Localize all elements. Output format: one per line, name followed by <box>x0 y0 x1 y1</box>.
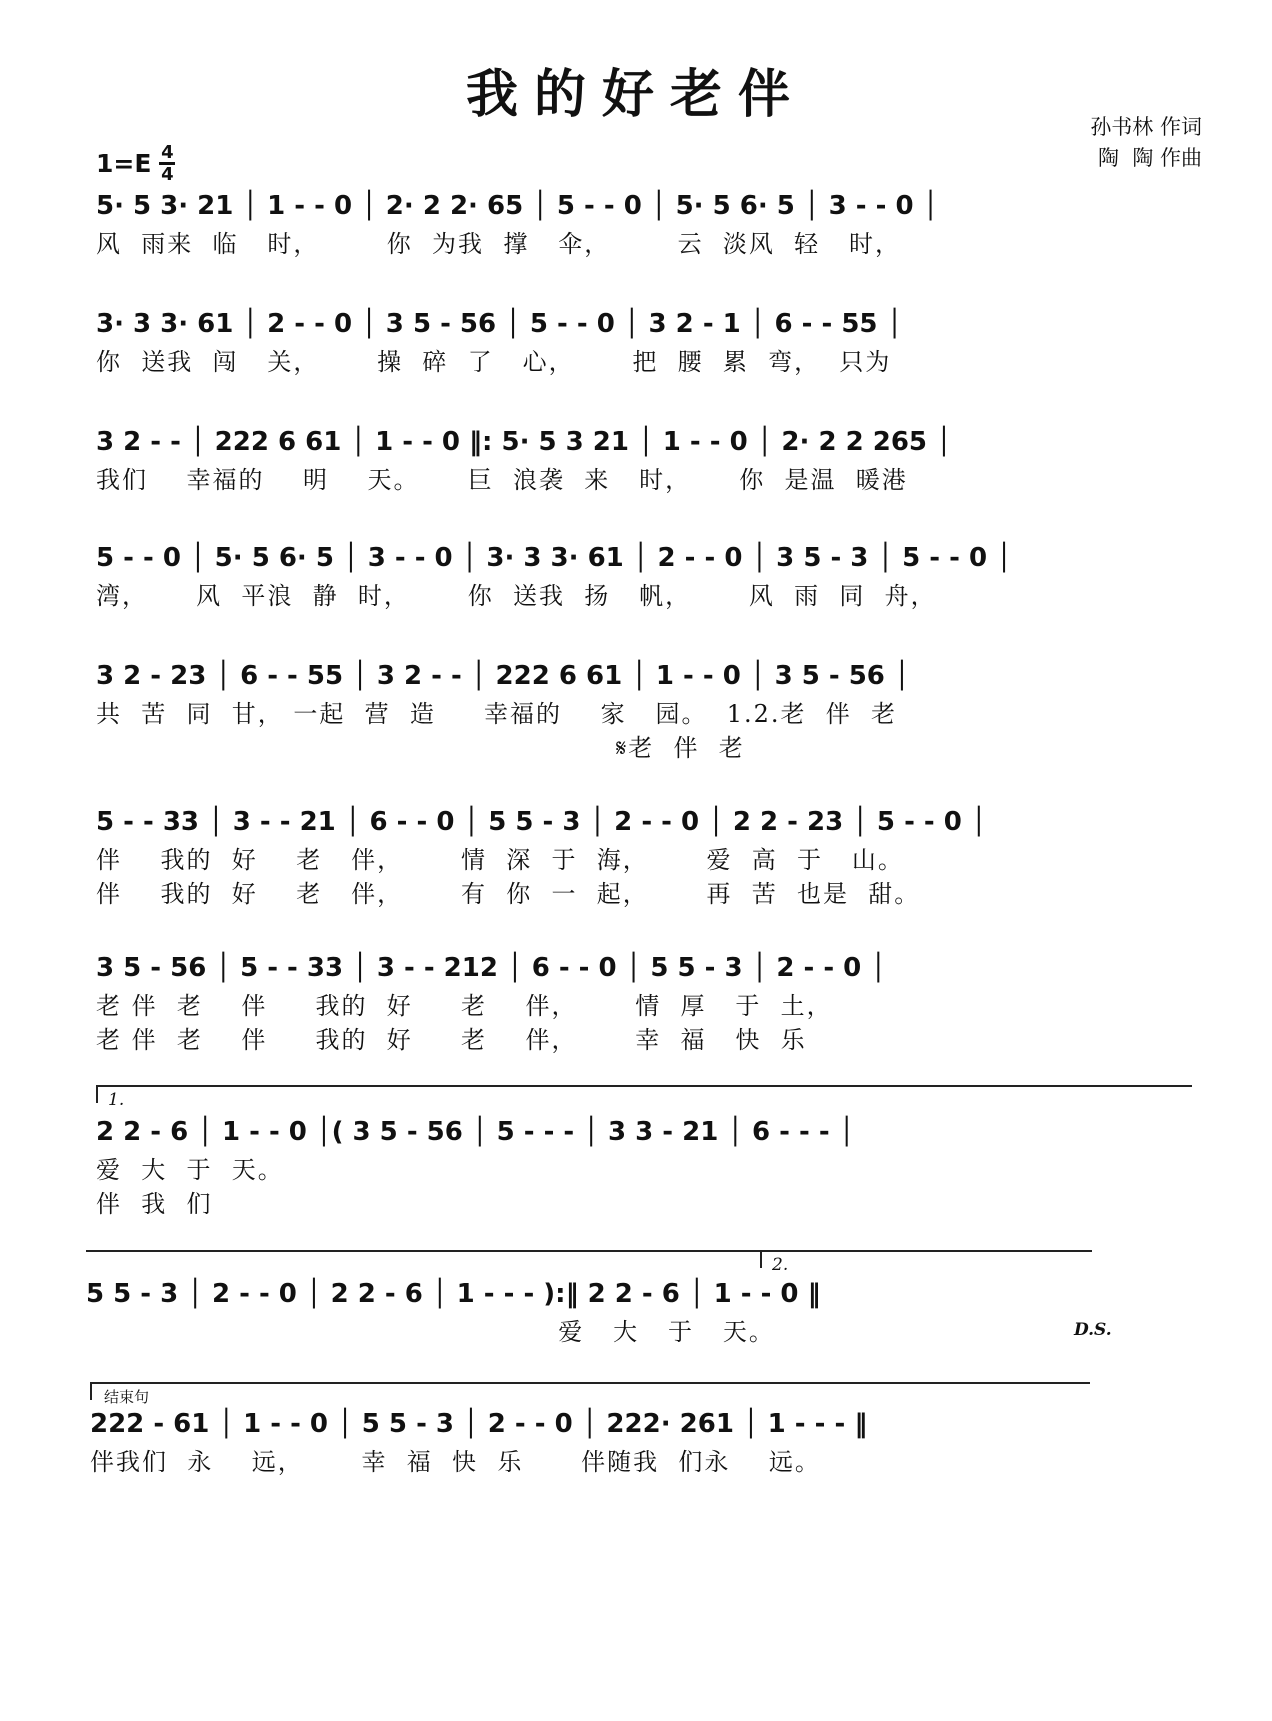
lyric-line: 我们 幸福的 明 天。 巨 浪袭 来 时， 你 是温 暖港 <box>96 466 908 494</box>
notation-line: 3 2 - - │ 222 6 61 │ 1 - - 0 ‖: 5· 5 3 21 │ 1 - - 0 │ 2· 2 2 265 │ <box>96 427 952 457</box>
volta-1-bracket <box>96 1085 98 1103</box>
lyric-line: 风 雨来 临 时， 你 为我 撑 伞， 云 淡风 轻 时， <box>96 230 902 258</box>
key-signature <box>96 144 175 183</box>
lyric-line: 𝄋老 伴 老 <box>96 734 745 762</box>
time-bottom: 4 <box>161 164 174 185</box>
volta-2-label: 2. <box>772 1255 789 1275</box>
lyric-line: 你 送我 闯 关， 操 碎 了 心， 把 腰 累 弯， 只为 <box>96 348 892 376</box>
notation-line: 3 5 - 56 │ 5 - - 33 │ 3 - - 212 │ 6 - - 0 │ 5 5 - 3 │ 2 - - 0 │ <box>96 953 886 983</box>
key-label: 1=E <box>96 149 152 178</box>
lyric-line: 湾， 风 平浪 静 时， 你 送我 扬 帆， 风 雨 同 舟， <box>96 582 937 610</box>
volta-2-bracket <box>760 1250 762 1268</box>
volta-2-line <box>86 1250 1092 1252</box>
notation-line: 222 - 61 │ 1 - - 0 │ 5 5 - 3 │ 2 - - 0 │ 222· 261 │ 1 - - - ‖ <box>90 1409 868 1439</box>
lyric-line: 老 伴 老 伴 我的 好 老 伴， 情 厚 于 土， <box>96 992 833 1020</box>
lyric-line: 爱 大 于 天。 <box>96 1318 775 1346</box>
notation-line: 5 - - 33 │ 3 - - 21 │ 6 - - 0 │ 5 5 - 3 │ 2 - - 0 │ 2 2 - 23 │ 5 - - 0 │ <box>96 807 987 837</box>
notation-line: 5 - - 0 │ 5· 5 6· 5 │ 3 - - 0 │ 3· 3 3· 61 │ 2 - - 0 │ 3 5 - 3 │ 5 - - 0 │ <box>96 543 1012 573</box>
lyric-line: 伴 我 们 <box>96 1190 213 1218</box>
notation-line: 3 2 - 23 │ 6 - - 55 │ 3 2 - - │ 222 6 61 │ 1 - - 0 │ 3 5 - 56 │ <box>96 661 910 691</box>
ending-label: 结束句 <box>104 1388 150 1406</box>
lyric-line: 共 苦 同 甘， 一起 营 造 幸福的 家 园。 1.2.老 伴 老 <box>96 700 898 728</box>
song-title: 我的好老伴 <box>465 64 806 125</box>
notation-line: 5· 5 3· 21 │ 1 - - 0 │ 2· 2 2· 65 │ 5 - - 0 │ 5· 5 6· 5 │ 3 - - 0 │ <box>96 191 939 221</box>
ending-line <box>90 1382 1090 1384</box>
notation-line: 3· 3 3· 61 │ 2 - - 0 │ 3 5 - 56 │ 5 - - 0 │ 3 2 - 1 │ 6 - - 55 │ <box>96 309 903 339</box>
credits: 孙书林 作词 陶 陶 作曲 <box>1090 115 1202 170</box>
ending-bracket <box>90 1382 92 1400</box>
lyric-line: 伴我们 永 远， 幸 福 快 乐 伴随我 们永 远。 <box>90 1448 821 1476</box>
lyric-line: 伴 我的 好 老 伴， 情 深 于 海， 爱 高 于 山。 <box>96 846 904 874</box>
lyric-line: 伴 我的 好 老 伴， 有 你 一 起， 再 苦 也是 甜。 <box>96 880 921 908</box>
volta-1-label: 1. <box>108 1090 125 1110</box>
lyric-line: 爱 大 于 天。 <box>96 1156 284 1184</box>
time-signature <box>159 144 175 183</box>
lyric-line: 老 伴 老 伴 我的 好 老 伴， 幸 福 快 乐 <box>96 1026 807 1054</box>
volta-1-line <box>96 1085 1192 1087</box>
notation-line: 2 2 - 6 │ 1 - - 0 │( 3 5 - 56 │ 5 - - - │ 3 3 - 21 │ 6 - - - │ <box>96 1117 855 1147</box>
notation-line: 5 5 - 3 │ 2 - - 0 │ 2 2 - 6 │ 1 - - - ):‖ 2 2 - 6 │ 1 - - 0 ‖ <box>86 1279 821 1309</box>
dal-segno-marker: D.S. <box>1074 1320 1112 1340</box>
time-top: 4 <box>161 142 174 163</box>
